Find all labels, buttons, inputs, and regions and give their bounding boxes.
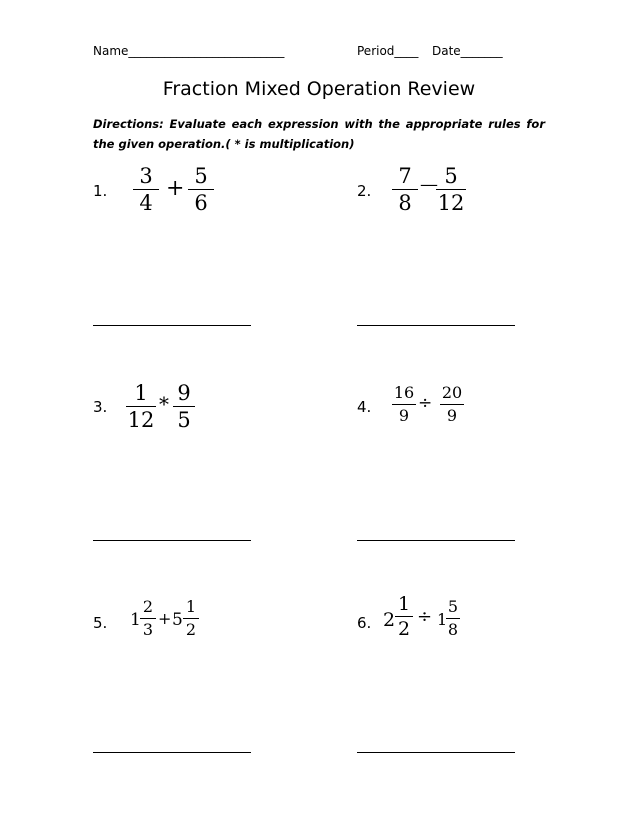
- numerator: 3: [139, 164, 153, 188]
- denominator: 8: [447, 620, 459, 639]
- numerator: 1: [397, 593, 411, 615]
- answer-line: [357, 540, 515, 541]
- directions-text: Directions: Evaluate each expression with the appropriate rules for the given operation.( * is multiplication): [93, 117, 545, 151]
- answer-line: [93, 752, 251, 753]
- denominator: 8: [398, 191, 412, 215]
- problem-number: 1.: [93, 182, 108, 200]
- numerator: 20: [441, 383, 463, 402]
- fraction-b: [188, 165, 214, 214]
- whole-number-b: 5: [172, 610, 183, 630]
- period-field-label: Period____: [357, 44, 419, 58]
- problem-number: 5.: [93, 614, 108, 632]
- answer-line: [93, 540, 251, 541]
- numerator: 2: [142, 597, 154, 616]
- operator: *: [159, 392, 169, 416]
- denominator: 3: [142, 620, 154, 639]
- fraction-b: [183, 598, 199, 639]
- problem-number: 2.: [357, 182, 372, 200]
- fraction-b: [440, 384, 464, 425]
- numerator: 7: [398, 164, 412, 188]
- name-field-label: Name__________________________: [93, 44, 285, 58]
- answer-line: [93, 325, 251, 326]
- denominator: 6: [194, 191, 208, 215]
- problem-number: 3.: [93, 398, 108, 416]
- numerator: 1: [185, 597, 197, 616]
- fraction-b: [436, 165, 466, 214]
- fraction-a: [395, 594, 413, 639]
- problem-number: 4.: [357, 398, 372, 416]
- numerator: 16: [393, 383, 415, 402]
- operator: +: [166, 176, 185, 201]
- fraction-a: [126, 382, 156, 431]
- operator: +: [158, 609, 172, 628]
- operator: —: [420, 174, 438, 195]
- date-field-label: Date_______: [432, 44, 503, 58]
- numerator: 1: [134, 381, 148, 405]
- worksheet-title: Fraction Mixed Operation Review: [162, 78, 476, 100]
- fraction-b: [446, 598, 460, 639]
- whole-number-a: 1: [130, 610, 141, 630]
- fraction-a: [140, 598, 156, 639]
- problem-number: 6.: [357, 614, 372, 632]
- fraction-a: [392, 384, 416, 425]
- denominator: 2: [397, 618, 411, 640]
- denominator: 12: [437, 191, 465, 215]
- answer-line: [357, 325, 515, 326]
- operator: ÷: [418, 393, 433, 413]
- denominator: 12: [127, 408, 155, 432]
- denominator: 5: [177, 408, 191, 432]
- answer-line: [357, 752, 515, 753]
- numerator: 9: [177, 381, 191, 405]
- denominator: 4: [139, 191, 153, 215]
- numerator: 5: [447, 597, 459, 616]
- fraction-a: [392, 165, 418, 214]
- whole-number-b: 1: [437, 610, 448, 629]
- fraction-b: [173, 382, 195, 431]
- whole-number-a: 2: [383, 609, 396, 631]
- denominator: 2: [185, 620, 197, 639]
- operator: ÷: [417, 606, 433, 627]
- denominator: 9: [446, 406, 458, 425]
- fraction-a: [133, 165, 159, 214]
- numerator: 5: [444, 164, 458, 188]
- denominator: 9: [398, 406, 410, 425]
- numerator: 5: [194, 164, 208, 188]
